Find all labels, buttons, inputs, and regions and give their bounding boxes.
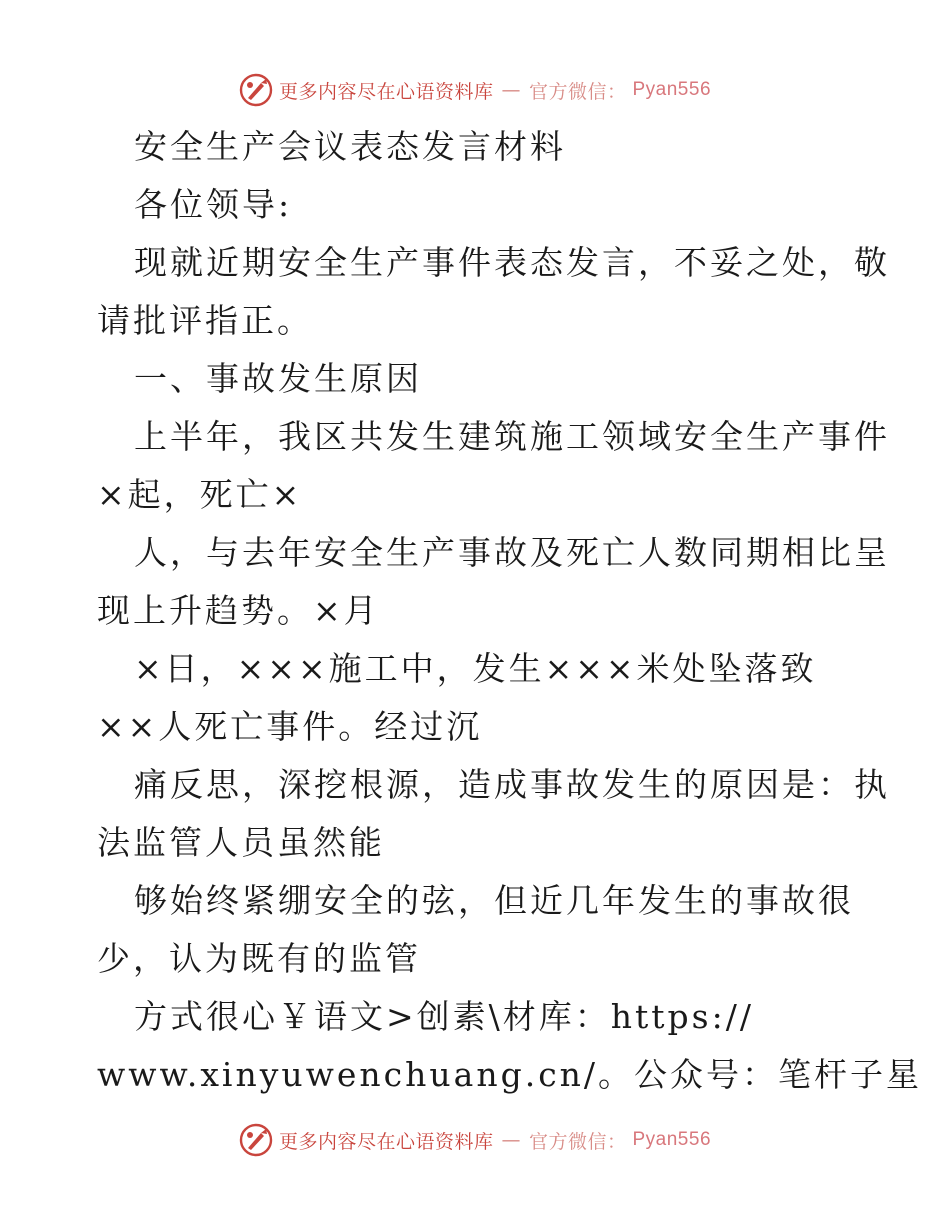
watermark-wechat-id: Pyan556: [632, 79, 712, 100]
intro-line-1: 现就近期安全生产事件表态发言，不妥之处，敬: [134, 243, 890, 282]
paragraph-1-line-2: ×起，死亡×: [97, 475, 303, 514]
paragraph-4-line-2: 法监管人员虽然能: [97, 823, 385, 862]
footer-watermark: [0, 1120, 950, 1160]
watermark-main-text: 更多内容尽在心语资料库: [278, 80, 494, 103]
watermark-wechat-label: 官方微信：: [528, 1130, 627, 1153]
quill-logo-icon: [239, 1123, 273, 1157]
document-body: [97, 118, 923, 1104]
paragraph-6-line-2: www.xinyuwenchuang.cn/。公众号：笔杆子星: [97, 1055, 923, 1094]
paragraph-3-line-1: ×日，×××施工中，发生×××米处坠落致: [134, 649, 817, 688]
paragraph-1-line-1: 上半年，我区共发生建筑施工领域安全生产事件: [134, 417, 890, 456]
paragraph-5-line-2: 少，认为既有的监管: [97, 939, 421, 978]
paragraph-4-line-1: 痛反思，深挖根源，造成事故发生的原因是：执: [134, 765, 890, 804]
header-watermark: [0, 70, 950, 110]
paragraph-5-line-1: 够始终紧绷安全的弦，但近几年发生的事故很: [134, 881, 854, 920]
document-title: 安全生产会议表态发言材料: [134, 127, 566, 166]
watermark-dash: —: [501, 79, 521, 101]
paragraph-6-line-1: 方式很心￥语文>创素\材库：https://: [134, 997, 754, 1036]
section-heading-1: 一、事故发生原因: [134, 359, 422, 398]
quill-logo-icon: [239, 73, 273, 107]
salutation: 各位领导:: [134, 185, 293, 224]
paragraph-3-line-2: ××人死亡事件。经过沉: [97, 707, 483, 746]
watermark-main-text: 更多内容尽在心语资料库: [278, 1130, 494, 1153]
paragraph-2-line-1: 人，与去年安全生产事故及死亡人数同期相比呈: [134, 533, 890, 572]
paragraph-2-line-2: 现上升趋势。×月: [97, 591, 380, 630]
watermark-dash: —: [501, 1129, 521, 1151]
intro-line-2: 请批评指正。: [97, 301, 313, 340]
watermark-wechat-id: Pyan556: [632, 1129, 712, 1150]
watermark-wechat-label: 官方微信：: [528, 80, 627, 103]
